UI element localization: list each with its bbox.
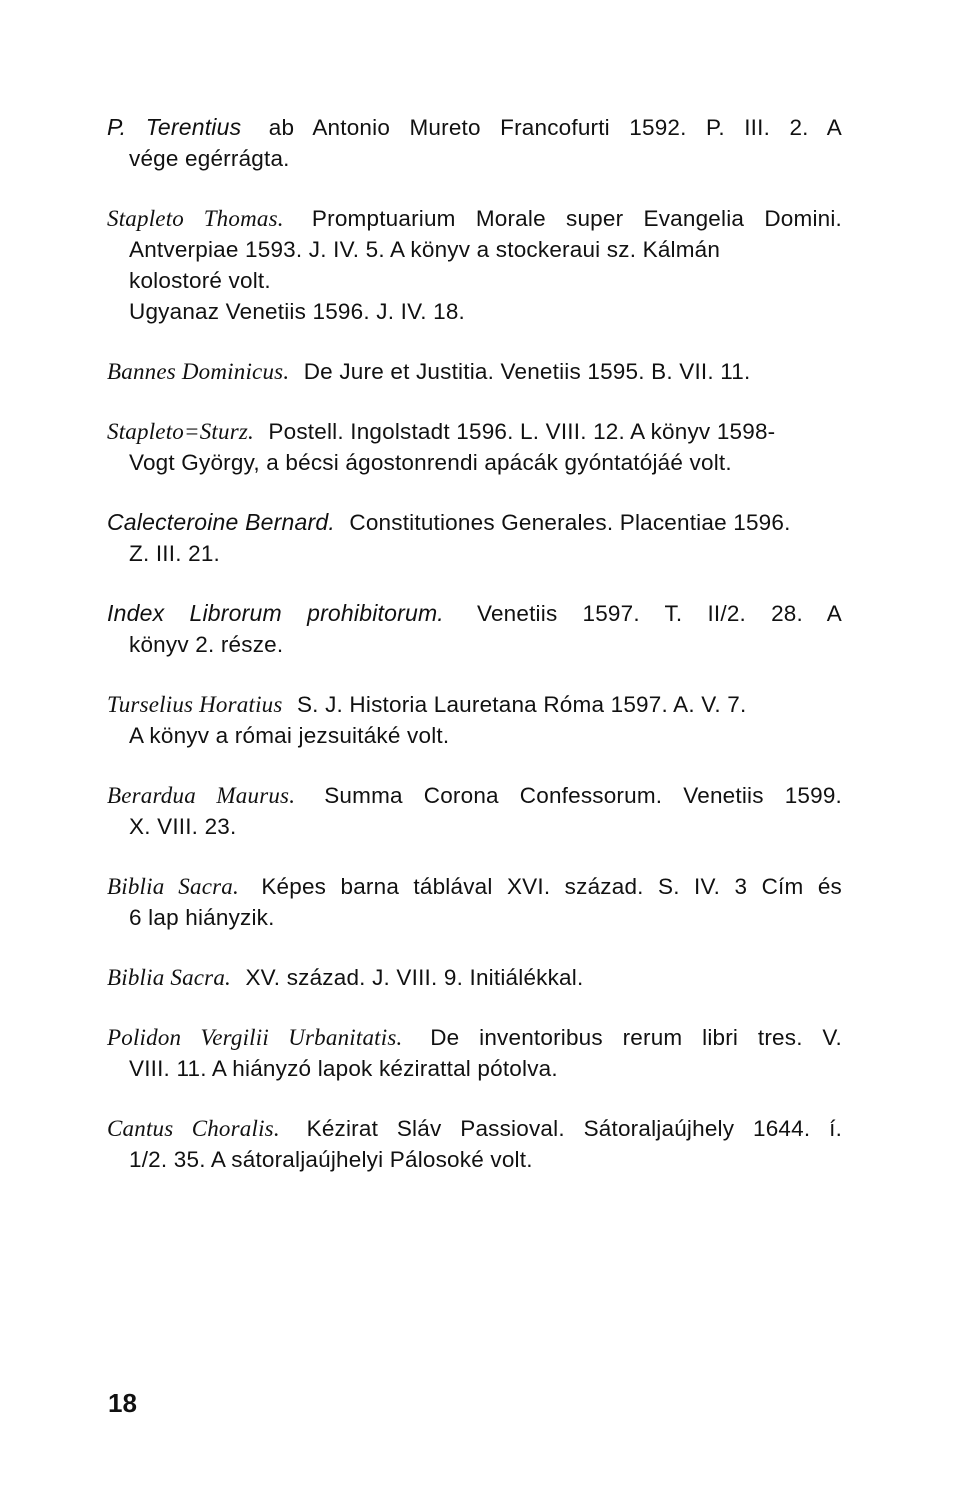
catalog-entry: [107, 1022, 842, 1084]
entry-text: VIII. 11. A hiányzó lapok kézirattal pótolva.: [129, 1056, 558, 1081]
catalog-entry: [107, 1113, 842, 1175]
entry-author: Polidon Vergilii Urbanitatis.: [107, 1025, 403, 1050]
entry-text: Promptuarium Morale super Evangelia Domini.: [311, 206, 843, 231]
entry-author: Stapleto Thomas.: [107, 206, 284, 231]
entry-author: Index Librorum prohibitorum.: [107, 600, 444, 626]
catalog-entry: [107, 689, 842, 751]
catalog-entry: [107, 780, 842, 842]
catalog-entry: [107, 507, 842, 569]
entry-text: A könyv a római jezsuitáké volt.: [129, 723, 450, 748]
page-number: 18: [108, 1388, 137, 1418]
catalog-entry: [107, 203, 842, 327]
entry-text: vége egérrágta.: [129, 146, 290, 171]
entry-text: Postell. Ingolstadt 1596. L. VIII. 12. A könyv 1598-: [268, 419, 776, 444]
entry-text: kolostoré volt.: [129, 268, 271, 293]
catalog-entry: [107, 112, 842, 174]
catalog-entry: [107, 416, 842, 478]
entry-author: Cantus Choralis.: [107, 1116, 280, 1141]
entry-author: Bannes Dominicus.: [107, 359, 290, 384]
entry-text: Vogt György, a bécsi ágostonrendi apácák gyóntatójáé volt.: [129, 450, 732, 475]
entry-text: XV. század. J. VIII. 9. Initiálékkal.: [245, 965, 584, 990]
entry-author: P. Terentius: [107, 114, 242, 140]
entry-author: Biblia Sacra.: [107, 874, 239, 899]
entry-author: Turselius Horatius: [107, 692, 283, 717]
entry-text: Constitutiones Generales. Placentiae 1596.: [349, 510, 791, 535]
entry-author: Biblia Sacra.: [107, 965, 231, 990]
entry-text: 1/2. 35. A sátoraljaújhelyi Pálosoké volt.: [129, 1147, 533, 1172]
entry-text: Ugyanaz Venetiis 1596. J. IV. 18.: [129, 299, 465, 324]
catalog-entry: [107, 962, 842, 993]
entry-text: könyv 2. része.: [129, 632, 284, 657]
entry-author: Berardua Maurus.: [107, 783, 296, 808]
entry-text: Kézirat Sláv Passioval. Sátoraljaújhely 1644. í.: [306, 1116, 843, 1141]
entry-text: 6 lap hiányzik.: [129, 905, 275, 930]
catalog-entries: [107, 112, 842, 1204]
catalog-entry: [107, 598, 842, 660]
entry-text: De inventoribus rerum libri tres. V.: [430, 1025, 842, 1050]
entry-text: Summa Corona Confessorum. Venetiis 1599.: [324, 783, 843, 808]
entry-text: ab Antonio Mureto Francofurti 1592. P. III. 2. A: [268, 115, 842, 140]
entry-text: Venetiis 1597. T. II/2. 28. A: [477, 601, 843, 626]
entry-text: S. J. Historia Lauretana Róma 1597. A. V. 7.: [296, 692, 747, 717]
entry-author: Calecteroine Bernard.: [107, 509, 335, 535]
catalog-entry: [107, 356, 842, 387]
entry-text: Képes barna táblával XVI. század. S. IV. 3 Cím és: [261, 874, 842, 899]
entry-text: Z. III. 21.: [129, 541, 220, 566]
entry-text: De Jure et Justitia. Venetiis 1595. B. VII. 11.: [303, 359, 751, 384]
entry-text: Antverpiae 1593. J. IV. 5. A könyv a stockeraui sz. Kálmán: [129, 237, 721, 262]
catalog-entry: [107, 871, 842, 933]
entry-author: Stapleto=Sturz.: [107, 419, 254, 444]
entry-text: X. VIII. 23.: [129, 814, 237, 839]
